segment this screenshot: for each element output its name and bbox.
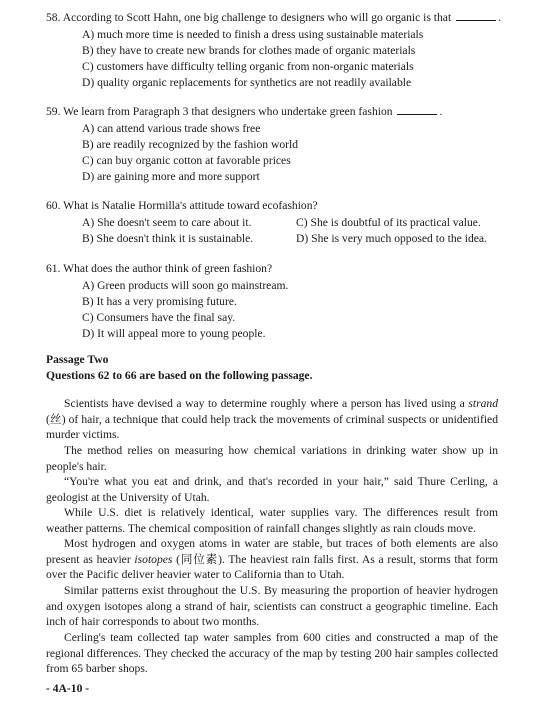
option-59-c: C) can buy organic cotton at favorable prices <box>82 154 291 167</box>
passage-paragraph-6: Similar patterns exist throughout the U.S. By measuring the proportion of heavier hydrogen and oxygen isotopes along a strand of hair, scientists can construct a geographic timeline. Each inch of hair corresponds to about two months. <box>46 584 498 629</box>
passage-title: Passage Two <box>46 353 109 366</box>
question-58-stem: 58. According to Scott Hahn, one big challenge to designers who will go organic is that <box>46 11 452 24</box>
question-58-end: . <box>498 11 501 24</box>
question-61: 61. What does the author think of green fashion? <box>46 262 273 275</box>
option-59-a: A) can attend various trade shows free <box>82 122 261 135</box>
passage-paragraph-4: While U.S. diet is relatively identical, water supplies vary. The differences result from weather patterns. The chemical composition of rainfall changes slightly as rain clouds move. <box>46 506 498 535</box>
option-61-c: C) Consumers have the final say. <box>82 311 236 324</box>
passage-paragraph-2: The method relies on measuring how chemical variations in drinking water show up in people's hair. <box>46 444 498 473</box>
question-60: 60. What is Natalie Hormilla's attitude toward ecofashion? <box>46 199 318 212</box>
option-60-a: A) She doesn't seem to care about it. <box>82 216 252 229</box>
question-59 <box>46 104 442 120</box>
question-59-end: . <box>439 105 443 118</box>
question-58 <box>46 10 501 26</box>
option-60-b: B) She doesn't think it is sustainable. <box>82 232 254 245</box>
option-58-d: D) quality organic replacements for synthetics are not readily available <box>82 76 412 89</box>
option-60-d: D) She is very much opposed to the idea. <box>296 232 487 245</box>
option-58-c: C) customers have difficulty telling organic from non-organic materials <box>82 60 414 73</box>
passage-instruction: Questions 62 to 66 are based on the following passage. <box>46 369 313 382</box>
option-61-a: A) Green products will soon go mainstream. <box>82 279 289 292</box>
option-58-a: A) much more time is needed to finish a dress using sustainable materials <box>82 28 424 41</box>
page-number: - 4A-10 - <box>46 682 90 695</box>
option-59-b: B) are readily recognized by the fashion world <box>82 138 299 151</box>
answer-blank <box>397 105 437 115</box>
passage-paragraph-7: Cerling's team collected tap water samples from 600 cities and constructed a map of the regional differences. They checked the accuracy of the map by testing 200 hair samples collected from 65 barber shops. <box>46 631 498 676</box>
option-60-c: C) She is doubtful of its practical value. <box>296 216 481 229</box>
passage-paragraph-3: “You're what you eat and drink, and that's recorded in your hair,” said Thure Cerling, a geologist at the University of Utah. <box>46 475 498 504</box>
option-61-d: D) It will appeal more to young people. <box>82 327 266 340</box>
option-58-b: B) they have to create new brands for clothes made of organic materials <box>82 44 416 57</box>
question-59-stem: 59. We learn from Paragraph 3 that designers who undertake green fashion <box>46 105 393 118</box>
answer-blank <box>456 11 496 21</box>
passage-paragraph-5: Most hydrogen and oxygen atoms in water are stable, but traces of both elements are also present as heavier isotopes (同位素). The heaviest rain falls first. As a result, storms that form over the Pacific deliver heavier water to California than to Utah. <box>46 537 499 582</box>
passage-paragraph-1: Scientists have devised a way to determine roughly where a person has lived using a strand (丝) of hair, a technique that could help track the movements of criminal suspects or unidentified murder victims. <box>46 397 498 442</box>
option-61-b: B) It has a very promising future. <box>82 295 237 308</box>
option-59-d: D) are gaining more and more support <box>82 170 260 183</box>
